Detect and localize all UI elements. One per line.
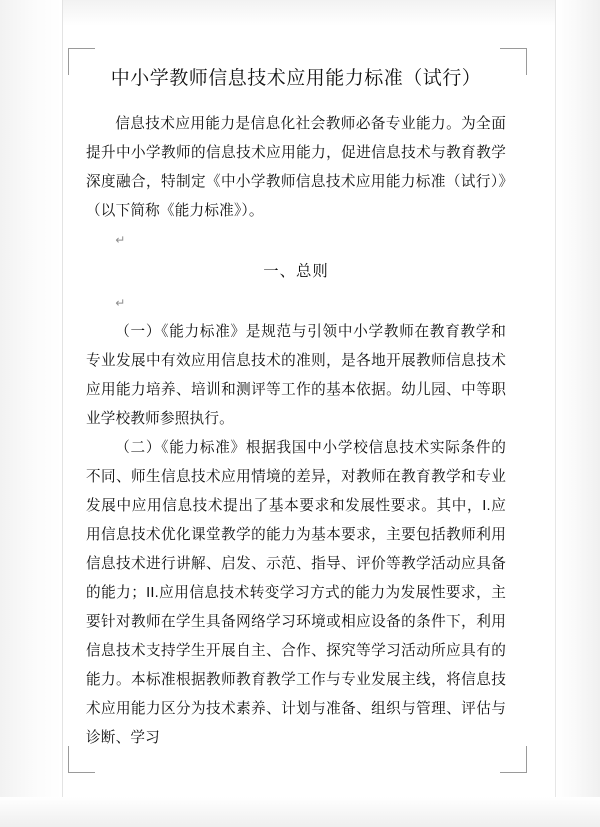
blank-line-2 [86, 289, 506, 318]
document-content [86, 62, 506, 753]
paragraph-mark-icon: ↵ [115, 233, 126, 247]
blank-line-1 [86, 226, 506, 255]
paragraph-intro: 信息技术应用能力是信息化社会教师必备专业能力。为全面提升中小学教师的信息技术应用能力，促进信息技术与教育教学深度融合，特制定《中小学教师信息技术应用能力标准（试行）》（以下简称《能力标准》）。 [86, 116, 506, 219]
paragraph-clause-2: （二）《能力标准》根据我国中小学校信息技术实际条件的不同、师生信息技术应用情境的差异，对教师在教育教学和专业发展中应用信息技术提出了基本要求和发展性要求。其中，I.应用信息技术优化课堂教学的能力为基本要求，主要包括教师利用信息技术进行讲解、启发、示范、指导、评价等教学活动应具备的能力；II.应用信息技术转变学习方式的能力为发展性要求，主要针对教师在学生具备网络学习环境或相应设备的条件下，利用信息技术支持学生开展自主、合作、探究等学习活动所应具有的能力。本标准根据教师教育教学工作与专业发展主线，将信息技术应用能力区分为技术素养、计划与准备、组织与管理、评估与诊断、学习 [86, 440, 506, 746]
paragraph-mark-icon-2: ↵ [115, 296, 126, 310]
section-heading-general-rules: 一、总则 [263, 263, 329, 280]
page-edge-bottom [0, 797, 600, 827]
title-spacer [86, 102, 506, 110]
page-edge-right [555, 0, 600, 827]
page-edge-left [0, 0, 63, 827]
document-title: 中小学教师信息技术应用能力标准（试行） [110, 68, 482, 89]
paragraph-clause-1: （一）《能力标准》是规范与引领中小学教师在教育教学和专业发展中有效应用信息技术的准则，是各地开展教师信息技术应用能力培养、培训和测评等工作的基本依据。幼儿园、中等职业学校教师参照执行。 [86, 324, 506, 427]
page-edge-top [0, 0, 600, 26]
